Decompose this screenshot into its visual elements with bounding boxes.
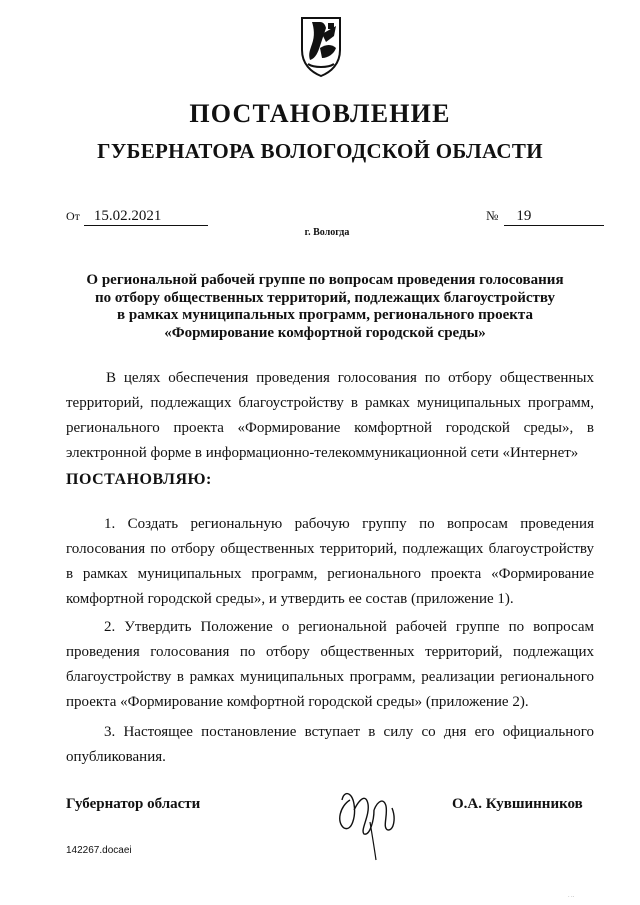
signatory-name: О.А. Кувшинников xyxy=(452,796,583,812)
coat-of-arms-icon xyxy=(298,14,344,78)
number-value: 19 xyxy=(504,208,604,226)
handwritten-signature xyxy=(330,770,402,862)
document-title: ПОСТАНОВЛЕНИЕ xyxy=(189,99,451,128)
decree-item-1: 1. Создать региональную рабочую группу по вопросам проведения голосования по отбору общественных территорий, подлежащих благоустройству в рамках муниципальных программ, регионального проекта «Формирование комфортной городской среды», и утвердить ее состав (приложение 1). xyxy=(66,516,594,607)
corner-mark: · ·· xyxy=(568,894,575,900)
number-prefix: № xyxy=(486,208,499,223)
date-prefix: От xyxy=(66,209,80,223)
subject-line: в рамках муниципальных программ, регионального проекта xyxy=(117,307,533,323)
signatory-position: Губернатор области xyxy=(66,796,201,812)
document-subtitle: ГУБЕРНАТОРА ВОЛОГОДСКОЙ ОБЛАСТИ xyxy=(97,139,543,163)
preamble-paragraph: В целях обеспечения проведения голосования по отбору общественных территорий, подлежащих благоустройству в рамках муниципальных программ, регионального проекта «Формирование комфортной городской среды», в электронной форме в информационно-телекоммуникационной сети «Интернет» xyxy=(66,370,594,461)
file-reference: 142267.docaei xyxy=(66,845,132,856)
document-number xyxy=(486,208,604,226)
decree-item-2: 2. Утвердить Положение о региональной рабочей группе по вопросам проведения голосования по отбору общественных территорий, подлежащих благоустройству в рамках муниципальных программ, реализации регионального проекта «Формирование комфортной городской среды» (приложение 2). xyxy=(66,619,594,710)
date-value: 15.02.2021 xyxy=(84,208,208,226)
decree-item-3: 3. Настоящее постановление вступает в силу со дня его официального опубликования. xyxy=(66,724,594,765)
decree-heading: ПОСТАНОВЛЯЮ: xyxy=(66,471,212,488)
subject-line: по отбору общественных территорий, подлежащих благоустройству xyxy=(94,289,555,306)
subject-line: «Формирование комфортной городской среды» xyxy=(164,324,486,341)
document-date xyxy=(66,208,208,226)
document-subject xyxy=(60,272,590,342)
city-label: г. Вологда xyxy=(304,227,350,238)
subject-line: О региональной рабочей группе по вопросам проведения голосования xyxy=(86,272,564,288)
